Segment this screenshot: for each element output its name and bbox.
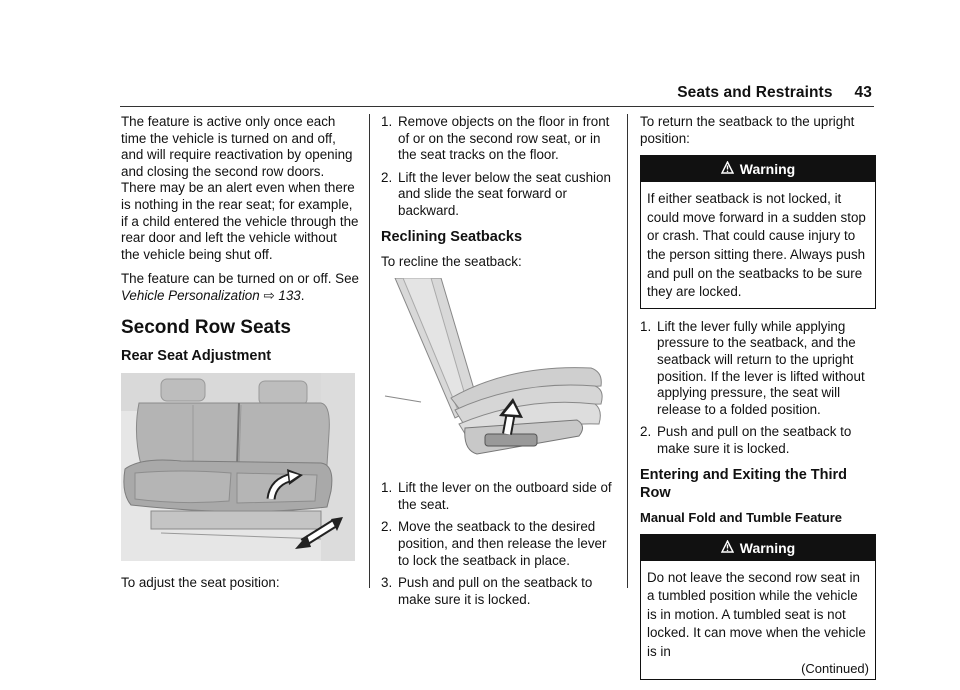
warning-header (641, 535, 875, 561)
recline-intro: To recline the seatback: (381, 253, 522, 269)
step-text: Remove objects on the floor in front of or on the second row seat, or in the seat tracks on the floor. (398, 114, 610, 163)
arrow-right-icon: ⇨ (263, 287, 275, 303)
upright-intro: To return the seatback to the upright position: (640, 114, 855, 146)
adjust-steps (381, 114, 621, 220)
para-end: . (300, 287, 305, 303)
child-alert-paragraph: The feature is active only once each time the vehicle is turned on and off, and will require reactivation by opening and closing the second row doors. There may be an alert even when there is nothing in the rear seat; for example, if a child entered the vehicle through the rear door and left the vehicle without the vehicle being shut off. (121, 114, 359, 262)
step-text: Move the seatback to the desired position, and then release the lever to lock the seatback in place. (398, 519, 607, 568)
continued-label: (Continued) (801, 661, 869, 677)
column-1 (121, 114, 359, 599)
rear-seat-drawing (121, 373, 355, 561)
warning-header (641, 156, 875, 182)
section-name: Seats and Restraints (677, 84, 833, 101)
step-text: Push and pull on the seatback to make sure it is locked. (398, 575, 593, 607)
step-text: Push and pull on the seatback to make sure it is locked. (657, 424, 852, 456)
page-reference[interactable]: 133 (278, 287, 301, 303)
list-item (381, 575, 621, 608)
step-number: 1. (381, 480, 393, 496)
step-text: Lift the lever below the seat cushion and slide the seat forward or backward. (398, 169, 611, 218)
warning-triangle-icon (721, 535, 734, 561)
list-item (381, 519, 621, 569)
warning-title: Warning (739, 161, 796, 178)
vehicle-personalization-link[interactable]: Vehicle Personalization (121, 287, 260, 303)
running-header (677, 84, 872, 102)
recline-seat-illustration (381, 278, 609, 468)
subsubsection-title: Manual Fold and Tumble Feature (640, 509, 842, 525)
recline-seat-drawing (381, 278, 609, 468)
step-number: 1. (640, 318, 652, 334)
step-number: 1. (381, 114, 393, 129)
page-number: 43 (854, 84, 872, 101)
column-2 (381, 114, 621, 616)
step-number: 2. (640, 424, 652, 440)
subsection-title: Rear Seat Adjustment (121, 347, 272, 364)
step-text: Lift the lever fully while applying pressure to the seatback, and the seatback will return to the upright position. If the lever is lifted without applying pressure, the seat will release to a folded position. (657, 318, 865, 417)
list-item (640, 319, 876, 419)
section-title: Second Row Seats (121, 316, 291, 338)
warning-body (641, 561, 875, 680)
column-divider-1 (369, 114, 370, 588)
warning-triangle-icon (721, 156, 734, 182)
subsection-title: Entering and Exiting the Third Row (640, 466, 848, 501)
step-number: 3. (381, 575, 393, 591)
recline-steps (381, 480, 621, 608)
list-item (640, 424, 876, 457)
figure-caption: To adjust the seat position: (121, 574, 280, 590)
subsection-title: Reclining Seatbacks (381, 228, 523, 245)
step-number: 2. (381, 169, 393, 185)
upright-steps (640, 319, 876, 458)
personalization-paragraph (121, 271, 359, 304)
para-text: The feature can be turned on or off. See (121, 271, 359, 287)
warning-text: Do not leave the second row seat in a tumbled position while the vehicle is in motion. A tumbled seat is not locked. It can move when the vehicle is in (647, 569, 866, 659)
list-item (381, 480, 621, 513)
list-item (381, 114, 621, 164)
step-text: Lift the lever on the outboard side of the seat. (398, 480, 612, 512)
rear-seat-illustration (121, 373, 355, 561)
header-rule (120, 106, 874, 107)
list-item (381, 170, 621, 220)
column-divider-2 (627, 114, 628, 588)
warning-title: Warning (739, 539, 796, 556)
step-number: 2. (381, 519, 393, 535)
warning-body: If either seatback is not locked, it could move forward in a sudden stop or crash. That could cause injury to the person sitting there. Always push and pull on the seatbacks to be sure they are locked. (647, 191, 866, 300)
column-3 (640, 114, 876, 690)
warning-box-1 (640, 155, 876, 309)
warning-box-2 (640, 534, 876, 681)
